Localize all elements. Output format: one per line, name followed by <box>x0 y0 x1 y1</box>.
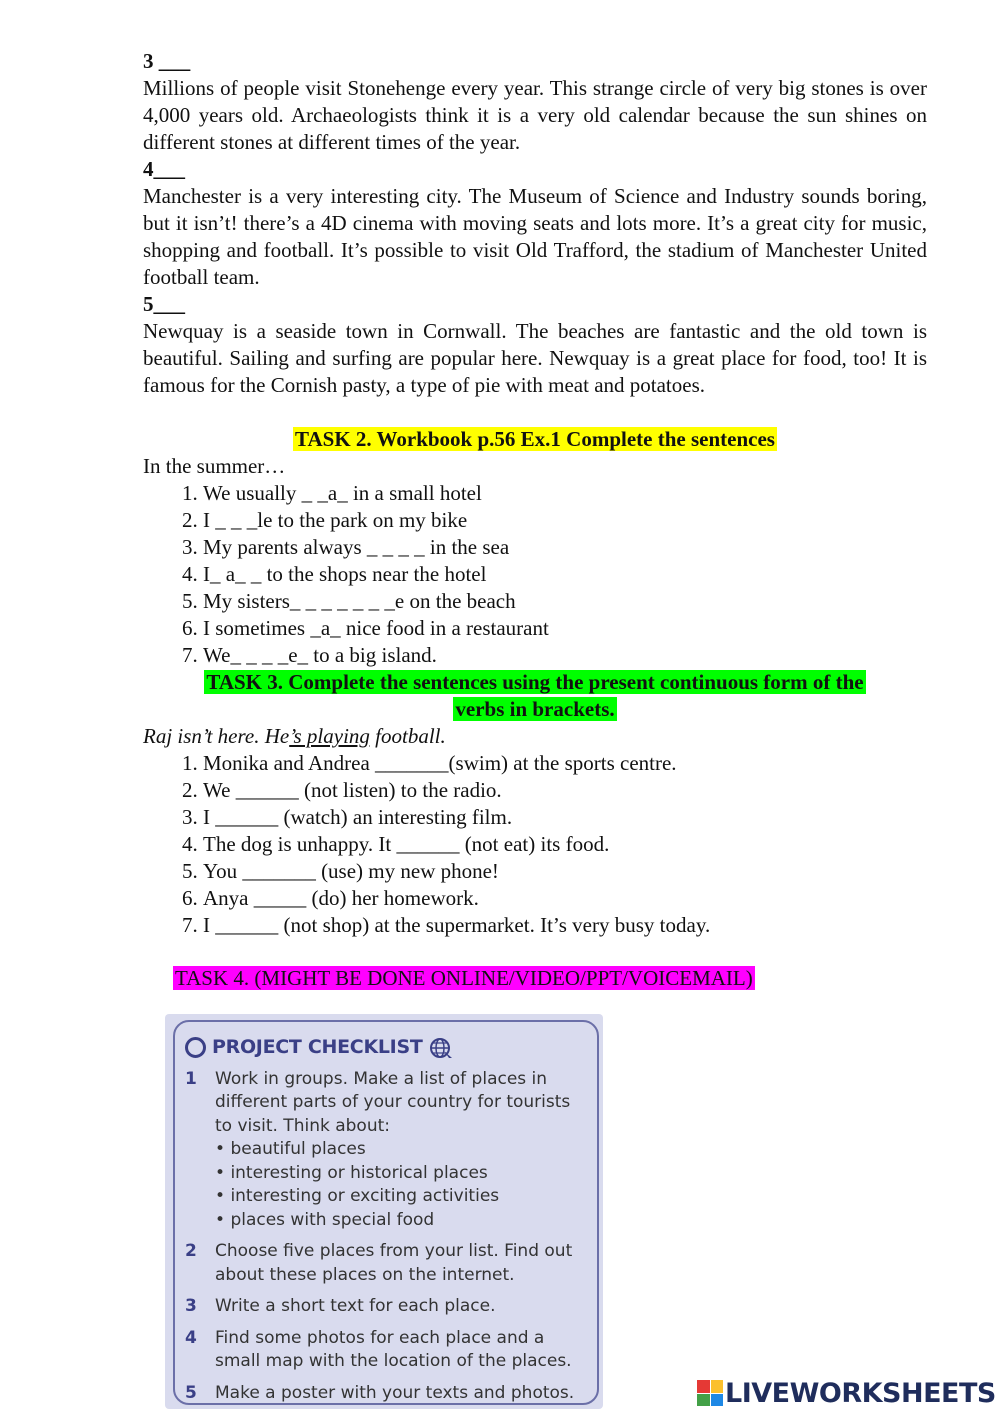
checklist-heading: PROJECT CHECKLIST <box>212 1036 423 1058</box>
section-5-label: 5___ <box>143 292 185 316</box>
liveworksheets-logo <box>697 1378 996 1408</box>
task-3-example <box>143 723 927 750</box>
checklist-border <box>173 1020 599 1405</box>
checklist-bullets <box>215 1138 587 1232</box>
checklist-item <box>185 1240 587 1287</box>
checklist-item <box>185 1382 587 1406</box>
checklist-item <box>185 1327 587 1374</box>
checklist-item-number: 2 <box>185 1241 197 1261</box>
checklist-item-text: Make a poster with your texts and photos. <box>215 1382 575 1403</box>
checklist-item-body <box>215 1068 587 1233</box>
task-3-item: 6. Anya _____ (do) her homework. <box>203 885 927 912</box>
checklist-bullet: • interesting or exciting activities <box>215 1185 587 1209</box>
section-4-label: 4___ <box>143 157 185 181</box>
globe-icon <box>429 1037 453 1059</box>
task-2-item: 3. My parents always _ _ _ _ in the sea <box>203 534 927 561</box>
worksheet-page <box>143 48 927 992</box>
task-3-item: 1. Monika and Andrea _______(swim) at the sports centre. <box>203 750 927 777</box>
section-5-text: Newquay is a seaside town in Cornwall. The beaches are fantastic and the old town is beautiful. Sailing and surfing are popular here. Newquay is a great place for food, too! It is famous for the Cornish pasty, a type of pie with meat and potatoes. <box>143 319 927 397</box>
checklist-item-number: 5 <box>185 1382 197 1403</box>
task-2-item: 5. My sisters_ _ _ _ _ _ _e on the beach <box>203 588 927 615</box>
section-4-text: Manchester is a very interesting city. The Museum of Science and Industry sounds boring, but it isn’t! there’s a 4D cinema with moving seats and lots more. It’s a great city for music, shopping and football. It’s possible to visit Old Trafford, the stadium of Manchester United football team. <box>143 184 927 289</box>
task-3-list <box>143 750 927 939</box>
task-2-item: 7. We_ _ _ _e_ to a big island. <box>203 642 927 669</box>
task-2-title-wrap <box>143 426 927 453</box>
project-checklist <box>165 1014 603 1409</box>
task-4-title-wrap <box>173 965 927 992</box>
checklist-content <box>185 1036 587 1405</box>
example-post: football. <box>369 724 446 748</box>
checklist-item-number: 1 <box>185 1068 197 1089</box>
checklist-item-text: Work in groups. Make a list of places in different parts of your country for tourists to visit. Think about: <box>215 1068 571 1136</box>
checklist-item-text: Write a short text for each place. <box>215 1296 496 1316</box>
task-2-item: 4. I_ a_ _ to the shops near the hotel <box>203 561 927 588</box>
checklist-item <box>185 1068 587 1233</box>
section-3-text: Millions of people visit Stonehenge every year. This strange circle of very big stones is over 4,000 years old. Archaeologists think it is a very old calendar because the sun shines on different stones at different times of the year. <box>143 76 927 154</box>
checklist-item-text: Find some photos for each place and a small map with the location of the places. <box>215 1327 572 1371</box>
section-3-label: 3 ___ <box>143 49 191 73</box>
task-2-title: TASK 2. Workbook p.56 Ex.1 Complete the sentences <box>295 427 775 451</box>
task-3-title <box>123 669 947 723</box>
task-2-list <box>143 480 927 669</box>
task-2-item: 1. We usually _ _a_ in a small hotel <box>203 480 927 507</box>
checklist-item-number: 4 <box>185 1327 197 1348</box>
checklist-item <box>185 1295 587 1319</box>
checklist-bullet: • interesting or historical places <box>215 1162 587 1186</box>
task-3-title-line-1: TASK 3. Complete the sentences using the present continuous form of the <box>206 670 864 694</box>
checklist-item-number: 3 <box>185 1296 197 1316</box>
checklist-bullet: • beautiful places <box>215 1138 587 1162</box>
task-3-item: 4. The dog is unhappy. It ______ (not eat) its food. <box>203 831 927 858</box>
task-2-item: 2. I _ _ _le to the park on my bike <box>203 507 927 534</box>
checkbox-circle-icon <box>185 1037 206 1058</box>
task-3-item: 2. We ______ (not listen) to the radio. <box>203 777 927 804</box>
checklist-item-text: Choose five places from your list. Find out about these places on the internet. <box>215 1241 573 1285</box>
task-3-item: 5. You _______ (use) my new phone! <box>203 858 927 885</box>
task-3-title-line-2: verbs in brackets. <box>455 697 615 721</box>
task-2-intro: In the summer… <box>143 454 286 478</box>
example-pre: Raj isn’t here. He <box>143 724 290 748</box>
task-4-title: TASK 4. (MIGHT BE DONE ONLINE/VIDEO/PPT/VOICEMAIL) <box>175 966 753 990</box>
checklist-bullet: • places with special food <box>215 1209 587 1233</box>
checklist-heading-row <box>185 1036 587 1060</box>
liveworksheets-logo-text: LIVEWORKSHEETS <box>725 1377 996 1409</box>
liveworksheets-logo-icon <box>697 1380 723 1406</box>
example-underlined: ’s playing <box>289 724 370 748</box>
task-2-item: 6. I sometimes _a_ nice food in a restaurant <box>203 615 927 642</box>
task-3-item: 3. I ______ (watch) an interesting film. <box>203 804 927 831</box>
task-3-item: 7. I ______ (not shop) at the supermarket. It’s very busy today. <box>203 912 927 939</box>
